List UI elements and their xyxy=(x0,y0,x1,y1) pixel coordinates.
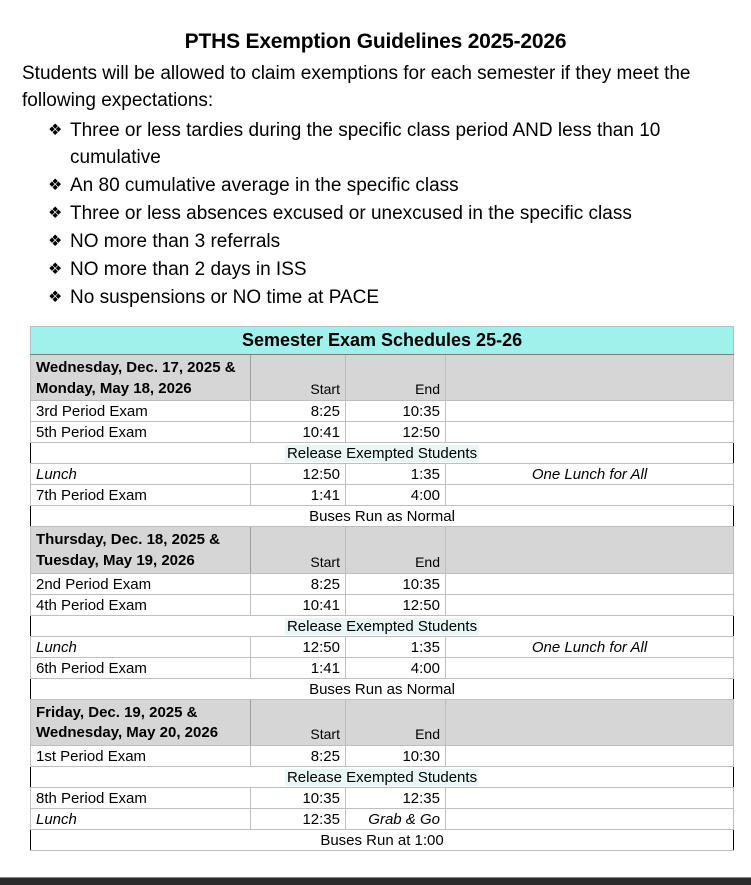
row-label: Lunch xyxy=(31,636,251,657)
row-label: 4th Period Exam xyxy=(31,594,251,615)
requirement-item xyxy=(48,201,731,228)
span-row-cell: Buses Run at 1:00 xyxy=(31,830,734,851)
row-end-time: 10:35 xyxy=(346,573,446,594)
row-note xyxy=(446,485,734,506)
span-row-cell xyxy=(31,443,734,464)
table-row xyxy=(31,422,734,443)
day-header-label xyxy=(31,527,251,573)
column-header-end: End xyxy=(346,355,446,401)
table-row xyxy=(31,401,734,422)
row-start-time: 8:25 xyxy=(251,401,346,422)
row-note: One Lunch for All xyxy=(446,464,734,485)
row-note xyxy=(446,657,734,678)
row-end-time: 10:35 xyxy=(346,401,446,422)
diamond-bullet-icon: ❖ xyxy=(48,260,63,278)
page-bottom-edge xyxy=(0,877,751,885)
row-label: Lunch xyxy=(31,809,251,830)
row-note xyxy=(446,746,734,767)
diamond-bullet-icon: ❖ xyxy=(48,122,63,140)
span-row-text: Release Exempted Students xyxy=(286,617,478,635)
bus-info-row xyxy=(31,678,734,699)
row-label: 6th Period Exam xyxy=(31,657,251,678)
row-start-time: 12:50 xyxy=(251,636,346,657)
row-start-time: 10:41 xyxy=(251,422,346,443)
row-end-time: 4:00 xyxy=(346,485,446,506)
requirement-item xyxy=(48,257,731,284)
row-end-time: 1:35 xyxy=(346,636,446,657)
day-header-label xyxy=(31,355,251,401)
day-header-label xyxy=(31,699,251,745)
row-note xyxy=(446,809,734,830)
table-row xyxy=(31,746,734,767)
table-row xyxy=(31,788,734,809)
requirement-text: Three or less tardies during the specific class period AND less than 10 cumulative xyxy=(70,120,661,169)
row-label: 7th Period Exam xyxy=(31,485,251,506)
table-row xyxy=(31,464,734,485)
exam-schedule-table xyxy=(30,326,734,851)
row-note xyxy=(446,594,734,615)
table-title-row xyxy=(31,327,734,355)
row-end-time: 12:50 xyxy=(346,594,446,615)
row-label: 1st Period Exam xyxy=(31,746,251,767)
requirement-text: An 80 cumulative average in the specific class xyxy=(70,175,459,197)
row-end-time: 1:35 xyxy=(346,464,446,485)
requirement-text: NO more than 3 referrals xyxy=(70,230,281,252)
diamond-bullet-icon: ❖ xyxy=(48,177,63,195)
column-header-start: Start xyxy=(251,355,346,401)
row-start-time: 12:50 xyxy=(251,464,346,485)
span-row-text: Release Exempted Students xyxy=(286,445,478,463)
release-students-row xyxy=(31,767,734,788)
requirement-item xyxy=(48,229,731,256)
row-label: 8th Period Exam xyxy=(31,788,251,809)
row-end-time: 12:50 xyxy=(346,422,446,443)
span-row-cell: Buses Run as Normal xyxy=(31,506,734,527)
day-header-line-1: Wednesday, Dec. 17, 2025 & xyxy=(36,359,236,376)
table-row xyxy=(31,657,734,678)
row-note xyxy=(446,422,734,443)
day-header-row xyxy=(31,527,734,573)
release-students-row xyxy=(31,443,734,464)
requirement-text: No suspensions or NO time at PACE xyxy=(70,286,380,308)
diamond-bullet-icon: ❖ xyxy=(48,204,63,222)
row-start-time: 1:41 xyxy=(251,657,346,678)
row-label: 2nd Period Exam xyxy=(31,573,251,594)
row-start-time: 1:41 xyxy=(251,485,346,506)
column-header-note xyxy=(446,699,734,745)
column-header-start: Start xyxy=(251,527,346,573)
span-row-cell xyxy=(31,615,734,636)
column-header-note xyxy=(446,527,734,573)
day-header-line-1: Friday, Dec. 19, 2025 & xyxy=(36,703,198,721)
row-note xyxy=(446,401,734,422)
day-header-line-2: Monday, May 18, 2026 xyxy=(36,379,192,397)
table-body xyxy=(31,355,734,851)
row-start-time: 8:25 xyxy=(251,573,346,594)
row-end-time: 4:00 xyxy=(346,657,446,678)
row-label: 3rd Period Exam xyxy=(31,401,251,422)
release-students-row xyxy=(31,615,734,636)
day-header-row xyxy=(31,355,734,401)
row-note xyxy=(446,788,734,809)
span-row-cell: Buses Run as Normal xyxy=(31,678,734,699)
row-note xyxy=(446,573,734,594)
day-header-line-2: Wednesday, May 20, 2026 xyxy=(36,724,219,742)
column-header-end: End xyxy=(346,527,446,573)
column-header-end: End xyxy=(346,699,446,745)
row-label: 5th Period Exam xyxy=(31,422,251,443)
diamond-bullet-icon: ❖ xyxy=(48,232,63,250)
diamond-bullet-icon: ❖ xyxy=(48,288,63,306)
requirement-item xyxy=(48,285,731,312)
requirement-item xyxy=(48,118,731,172)
row-start-time: 10:41 xyxy=(251,594,346,615)
page-title: PTHS Exemption Guidelines 2025-2026 xyxy=(184,30,567,53)
row-start-time: 10:35 xyxy=(251,788,346,809)
table-head xyxy=(31,327,734,355)
requirement-text: Three or less absences excused or unexcused in the specific class xyxy=(70,202,632,224)
span-row-text: Release Exempted Students xyxy=(286,769,478,787)
row-end-time: 12:35 xyxy=(346,788,446,809)
column-header-note xyxy=(446,355,734,401)
row-end-time: 10:30 xyxy=(346,746,446,767)
row-start-time: 8:25 xyxy=(251,746,346,767)
table-row xyxy=(31,594,734,615)
table-row xyxy=(31,809,734,830)
row-note: One Lunch for All xyxy=(446,636,734,657)
table-row xyxy=(31,485,734,506)
row-end-time: Grab & Go xyxy=(346,809,446,830)
table-row xyxy=(31,636,734,657)
table-row xyxy=(31,573,734,594)
day-header-row xyxy=(31,699,734,745)
requirement-item xyxy=(48,173,731,200)
row-label: Lunch xyxy=(31,464,251,485)
bus-info-row xyxy=(31,506,734,527)
bus-info-row xyxy=(31,830,734,851)
requirements-list xyxy=(0,118,751,312)
row-start-time: 12:35 xyxy=(251,809,346,830)
table-title: Semester Exam Schedules 25-26 xyxy=(31,327,734,355)
day-header-line-1: Thursday, Dec. 18, 2025 & xyxy=(36,531,220,549)
day-header-line-2: Tuesday, May 19, 2026 xyxy=(36,552,195,570)
intro-paragraph: Students will be allowed to claim exemptions for each semester if they meet the following expectations: xyxy=(22,63,691,112)
exam-schedule-table-container xyxy=(30,326,733,851)
span-row-cell xyxy=(31,767,734,788)
requirement-text: NO more than 2 days in ISS xyxy=(70,258,307,280)
column-header-start: Start xyxy=(251,699,346,745)
